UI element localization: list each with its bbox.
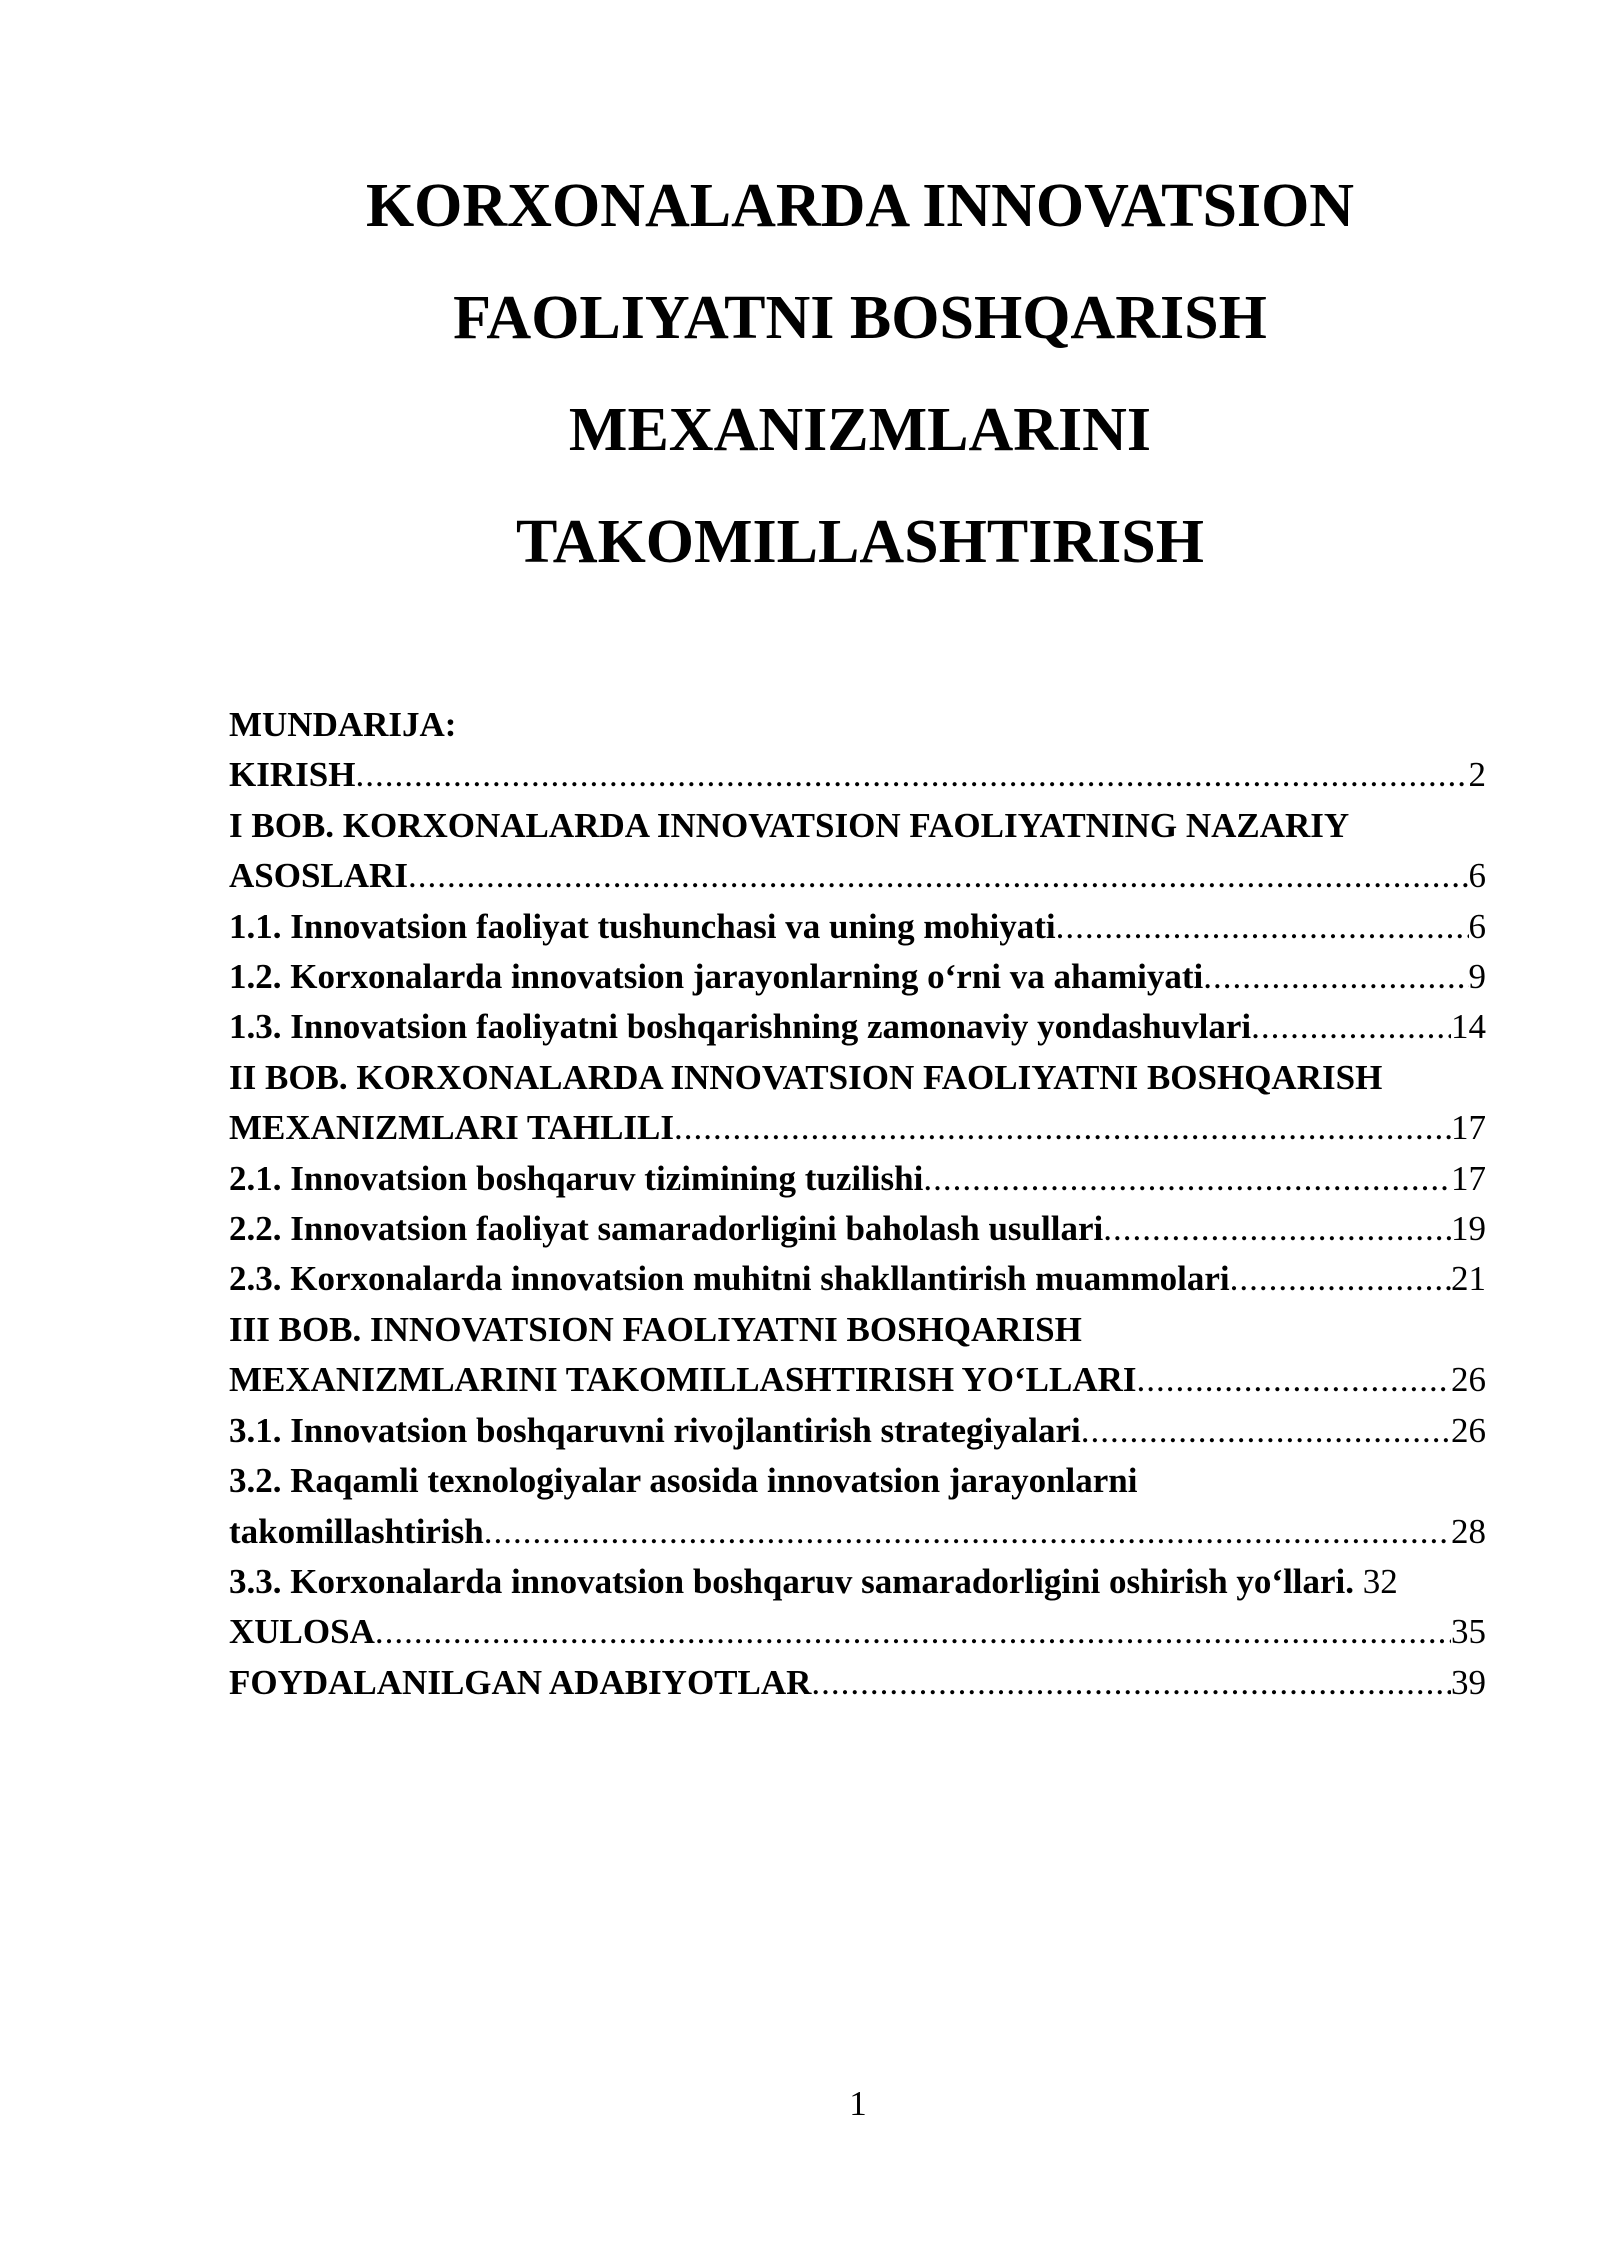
toc-entry-page: 21 xyxy=(1451,1259,1486,1299)
toc-entry-page: 32 xyxy=(1354,1561,1398,1601)
toc-entry-label: 2.3. Korxonalarda innovatsion muhitni shakllantirish muammolari xyxy=(229,1259,1230,1299)
toc-dot-leader xyxy=(1056,902,1469,952)
title-line: KORXONALARDA INNOVATSION xyxy=(365,172,1355,240)
toc-entry-2-2 xyxy=(229,1204,1486,1254)
toc-dot-leader xyxy=(375,1607,1451,1657)
toc-entry-2-1 xyxy=(229,1154,1486,1204)
toc-entry-page: 26 xyxy=(1451,1360,1486,1400)
toc-dot-leader xyxy=(484,1507,1451,1557)
title-line: MEXANIZMLARINI xyxy=(568,396,1152,464)
document-title xyxy=(260,150,1460,598)
toc-entry-label: MEXANIZMLARINI TAKOMILLASHTIRISH YO‘LLARI xyxy=(229,1360,1137,1400)
toc-entry-label: 1.3. Innovatsion faoliyatni boshqarishning zamonaviy yondashuvlari xyxy=(229,1007,1252,1047)
toc-chapter-title: II BOB. KORXONALARDA INNOVATSION FAOLIYATNI BOSHQARISH xyxy=(229,1057,1383,1097)
page-number: 1 xyxy=(849,2084,867,2123)
toc-dot-leader xyxy=(811,1658,1451,1708)
toc-entry-bob3 xyxy=(229,1355,1486,1405)
toc-entry-3-2 xyxy=(229,1507,1486,1557)
toc-entry-adabiyot xyxy=(229,1658,1486,1708)
toc-entry-label: MEXANIZMLARI TAHLILI xyxy=(229,1108,675,1148)
toc-entry-3-3 xyxy=(229,1557,1486,1607)
toc-entry-page: 35 xyxy=(1451,1612,1486,1652)
toc-entry-label: 3.3. Korxonalarda innovatsion boshqaruv samaradorligini oshirish yo‘llari. xyxy=(229,1561,1355,1601)
toc-entry-page: 14 xyxy=(1451,1007,1486,1047)
toc-entry-page: 17 xyxy=(1451,1108,1486,1148)
toc-entry-label: XULOSA xyxy=(229,1612,375,1652)
toc-entry-page: 6 xyxy=(1468,906,1486,946)
toc-dot-leader xyxy=(1230,1254,1451,1304)
toc-entry-label: 1.2. Korxonalarda innovatsion jarayonlarning o‘rni va ahamiyati xyxy=(229,957,1204,997)
toc-entry-page: 17 xyxy=(1451,1158,1486,1198)
toc-dot-leader xyxy=(1103,1204,1451,1254)
toc-entry-label: 1.1. Innovatsion faoliyat tushunchasi va uning mohiyati xyxy=(229,906,1056,946)
toc-entry-3-1 xyxy=(229,1406,1486,1456)
title-line: TAKOMILLASHTIRISH xyxy=(516,508,1204,576)
toc-dot-leader xyxy=(355,750,1468,800)
toc-entry-page: 19 xyxy=(1451,1209,1486,1249)
toc-entry-label: ASOSLARI xyxy=(229,856,408,896)
toc-entry-page: 6 xyxy=(1468,856,1486,896)
toc-dot-leader xyxy=(1137,1355,1451,1405)
toc-section-title: 3.2. Raqamli texnologiyalar asosida innovatsion jarayonlarni xyxy=(229,1461,1138,1501)
toc-entry-label: takomillashtirish xyxy=(229,1511,484,1551)
toc-heading: MUNDARIJA: xyxy=(229,705,457,744)
toc-entry-page: 9 xyxy=(1468,957,1486,997)
toc-entry-label: 2.1. Innovatsion boshqaruv tizimining tuzilishi xyxy=(229,1158,924,1198)
toc-dot-leader xyxy=(923,1154,1451,1204)
toc-entry-1-3 xyxy=(229,1002,1486,1052)
toc-entry-label: 3.1. Innovatsion boshqaruvni rivojlantirish strategiyalari xyxy=(229,1410,1081,1450)
table-of-contents xyxy=(229,700,1486,1708)
toc-entry-1-2 xyxy=(229,952,1486,1002)
toc-entry-page: 2 xyxy=(1468,755,1486,795)
title-line: FAOLIYATNI BOSHQARISH xyxy=(453,284,1267,352)
toc-entry-page: 39 xyxy=(1451,1662,1486,1702)
toc-entry-kirish xyxy=(229,750,1486,800)
toc-chapter-title: III BOB. INNOVATSION FAOLIYATNI BOSHQARISH xyxy=(229,1309,1082,1349)
toc-entry-1-1 xyxy=(229,902,1486,952)
toc-dot-leader xyxy=(1203,952,1468,1002)
toc-dot-leader xyxy=(1251,1002,1451,1052)
toc-entry-label: FOYDALANILGAN ADABIYOTLAR xyxy=(229,1662,812,1702)
toc-entry-page: 26 xyxy=(1451,1410,1486,1450)
toc-dot-leader xyxy=(1081,1406,1451,1456)
toc-entry-label: 2.2. Innovatsion faoliyat samaradorligini baholash usullari xyxy=(229,1209,1104,1249)
toc-entry-bob2 xyxy=(229,1103,1486,1153)
toc-entry-page: 28 xyxy=(1451,1511,1486,1551)
toc-entry-2-3 xyxy=(229,1254,1486,1304)
toc-dot-leader xyxy=(408,851,1469,901)
toc-chapter-title: I BOB. KORXONALARDA INNOVATSION FAOLIYATNING NAZARIY xyxy=(229,805,1350,845)
toc-dot-leader xyxy=(674,1103,1451,1153)
toc-entry-bob1 xyxy=(229,851,1486,901)
toc-entry-label: KIRISH xyxy=(229,755,356,795)
toc-entry-xulosa xyxy=(229,1607,1486,1657)
